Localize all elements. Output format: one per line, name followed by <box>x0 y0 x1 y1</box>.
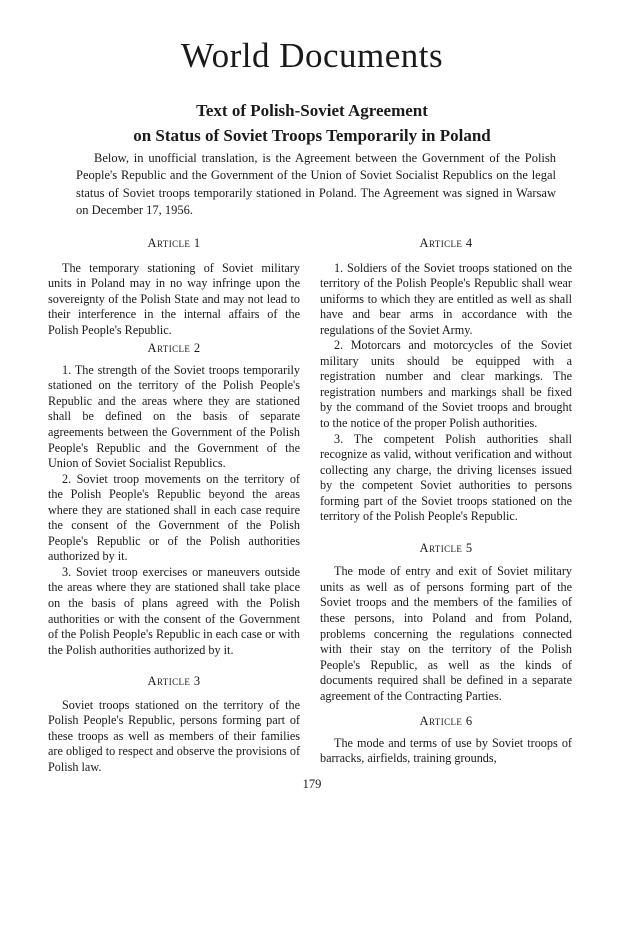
title-line-1: Text of Polish-Soviet Agreement <box>196 101 428 120</box>
article-2-paragraph-3: 3. Soviet troop exercises or maneuvers outside the areas where they are stationed shall take place on the basis of plans agreed with the Polish authorities or with the consent of the Government of the Polish People's Republic in each case or with the Polish authorities authorized by it. <box>48 564 300 657</box>
document-title <box>0 98 624 148</box>
article-4-paragraph-1: 1. Soldiers of the Soviet troops stationed on the territory of the Polish People's Republic shall wear uniforms to which they are entitled as well as shall have and bear arms in accordance with the regulations of the Soviet Army. <box>320 260 572 337</box>
left-column <box>48 236 300 776</box>
article-5-heading: Article 5 <box>419 540 473 555</box>
article-3-heading: Article 3 <box>147 674 201 689</box>
right-column <box>320 236 572 767</box>
running-head: World Documents <box>180 36 444 75</box>
article-2-paragraph-1: 1. The strength of the Soviet troops temporarily stationed on the territory of the Polish People's Republic and the areas where they are stationed shall be defined on the basis of separate agreements between the Government of the Polish People's Republic and the Government of the Union of Soviet Socialist Republics. <box>48 362 300 471</box>
article-6-heading: Article 6 <box>419 714 473 729</box>
article-6-paragraph: The mode and terms of use by Soviet troops of barracks, airfields, training grounds, <box>320 735 572 766</box>
page-number: 179 <box>302 777 322 791</box>
article-4-heading: Article 4 <box>419 236 473 250</box>
article-4-paragraph-2: 2. Motorcars and motorcycles of the Soviet military units should be equipped with a registration number and clear markings. The registration numbers and markings shall be fixed by the command of the Soviet troops and brought to the notice of the proper Polish authorities. <box>320 338 572 431</box>
title-line-2: on Status of Soviet Troops Temporarily in Poland <box>133 126 491 145</box>
intro-paragraph: Below, in unofficial translation, is the Agreement between the Government of the Polish People's Republic and the Government of the Union of Soviet Socialist Republics on the legal status of Soviet troops temporarily stationed in Poland. The Agreement was signed in Warsaw on December 17, 1956. <box>76 151 556 218</box>
article-1-paragraph: The temporary stationing of Soviet military units in Poland may in no way infringe upon the sovereignty of the Polish State and may not lead to their interference in the internal affairs of the Polish People's Republic. <box>48 260 300 337</box>
article-2-heading: Article 2 <box>147 341 201 356</box>
article-5-paragraph: The mode of entry and exit of Soviet military units as well as of persons forming part of the Soviet troops and the members of the families of these persons, into Poland and from Poland, problems concerning the regulations connected with their stay on the territory of the Polish People's Republic, as well as the kinds of documents required shall be defined in a separate agreement of the Contracting Parties. <box>320 564 572 703</box>
article-3-paragraph: Soviet troops stationed on the territory of the Polish People's Republic, persons forming part of these troops as well as members of their families are obliged to respect and observe the provisions of Polish law. <box>48 697 300 774</box>
article-1-heading: Article 1 <box>147 236 201 250</box>
article-2-paragraph-2: 2. Soviet troop movements on the territory of the Polish People's Republic beyond the areas where they are stationed shall in each case require the consent of the Government of the Polish People's Republic or of the Polish authorities authorized by it. <box>48 471 300 564</box>
article-4-paragraph-3: 3. The competent Polish authorities shall recognize as valid, without verification and without collecting any charge, the driving licenses issued by the competent Soviet authorities to persons forming part of the Soviet troops stationed on the territory of the Polish People's Republic. <box>320 431 572 524</box>
